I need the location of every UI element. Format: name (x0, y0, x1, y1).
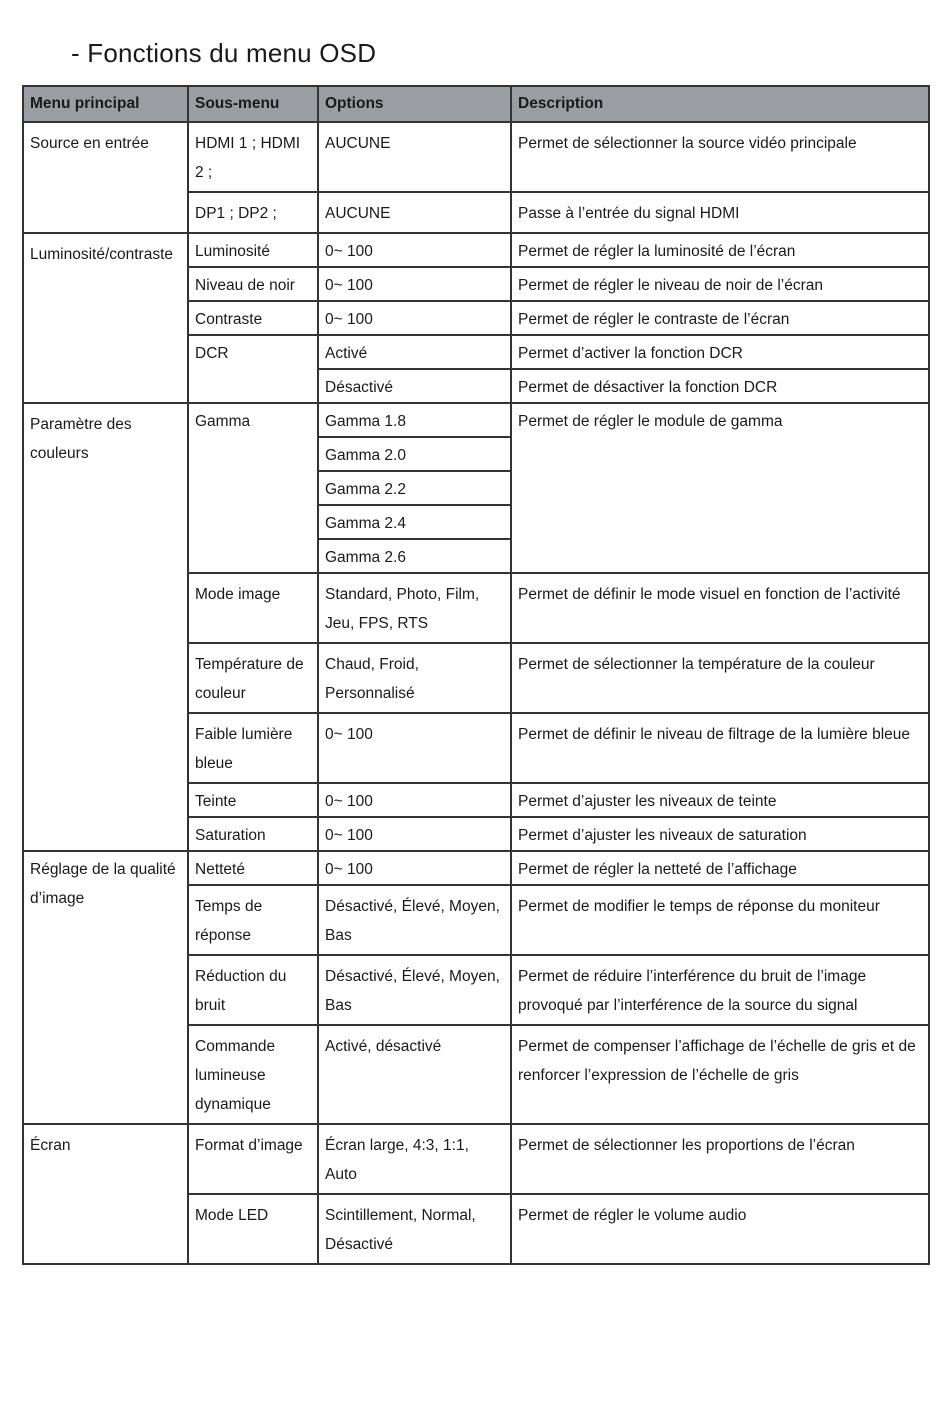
header-options: Options (318, 86, 511, 122)
options-cell: Gamma 2.0 (318, 437, 511, 471)
description-cell: Permet de régler le niveau de noir de l’écran (511, 267, 929, 301)
page-title: - Fonctions du menu OSD (71, 38, 377, 68)
description-cell: Permet de compenser l’affichage de l’échelle de gris et de renforcer l’expression de l’échelle de gris (511, 1025, 929, 1124)
options-cell: 0~ 100 (318, 301, 511, 335)
options-cell: Gamma 1.8 (318, 403, 511, 437)
options-cell: Activé, désactivé (318, 1025, 511, 1124)
header-sous-menu: Sous-menu (188, 86, 318, 122)
description-cell: Permet de régler le volume audio (511, 1194, 929, 1264)
main-menu-cell: Luminosité/contraste (23, 233, 188, 403)
description-cell: Permet de sélectionner la source vidéo principale (511, 122, 929, 192)
submenu-cell: DP1 ; DP2 ; (188, 192, 318, 233)
description-cell: Permet de définir le mode visuel en fonction de l’activité (511, 573, 929, 643)
options-cell: 0~ 100 (318, 851, 511, 885)
description-cell: Permet d’ajuster les niveaux de teinte (511, 783, 929, 817)
table-row (23, 1124, 929, 1194)
header-description: Description (511, 86, 929, 122)
description-cell: Permet de régler la luminosité de l’écran (511, 233, 929, 267)
table-row (23, 851, 929, 885)
options-cell: Écran large, 4:3, 1:1, Auto (318, 1124, 511, 1194)
header-menu-principal: Menu principal (23, 86, 188, 122)
options-cell: AUCUNE (318, 192, 511, 233)
options-cell: Scintillement, Normal, Désactivé (318, 1194, 511, 1264)
table-row (23, 403, 929, 437)
options-cell: Standard, Photo, Film, Jeu, FPS, RTS (318, 573, 511, 643)
description-cell: Permet de définir le niveau de filtrage de la lumière bleue (511, 713, 929, 783)
main-menu-cell: Paramètre des couleurs (23, 403, 188, 851)
options-cell: Gamma 2.2 (318, 471, 511, 505)
options-cell: 0~ 100 (318, 233, 511, 267)
options-cell: Désactivé (318, 369, 511, 403)
description-cell: Permet de sélectionner la température de la couleur (511, 643, 929, 713)
options-cell: Activé (318, 335, 511, 369)
submenu-cell: Teinte (188, 783, 318, 817)
submenu-cell: Gamma (188, 403, 318, 573)
description-cell: Permet de réduire l’interférence du bruit de l’image provoqué par l’interférence de la source du signal (511, 955, 929, 1025)
description-cell: Permet de régler le module de gamma (511, 403, 929, 573)
submenu-cell: Réduction du bruit (188, 955, 318, 1025)
description-cell: Permet de régler le contraste de l’écran (511, 301, 929, 335)
description-cell: Permet de sélectionner les proportions de l’écran (511, 1124, 929, 1194)
submenu-cell: Format d’image (188, 1124, 318, 1194)
submenu-cell: Saturation (188, 817, 318, 851)
description-cell: Passe à l’entrée du signal HDMI (511, 192, 929, 233)
main-menu-cell: Écran (23, 1124, 188, 1264)
submenu-cell: Netteté (188, 851, 318, 885)
options-cell: 0~ 100 (318, 267, 511, 301)
description-cell: Permet d’ajuster les niveaux de saturation (511, 817, 929, 851)
table-body (23, 122, 929, 1264)
table-header-row (23, 86, 929, 122)
description-cell: Permet de désactiver la fonction DCR (511, 369, 929, 403)
options-cell: AUCUNE (318, 122, 511, 192)
options-cell: 0~ 100 (318, 783, 511, 817)
submenu-cell: Luminosité (188, 233, 318, 267)
options-cell: 0~ 100 (318, 817, 511, 851)
table-row (23, 122, 929, 192)
options-cell: Gamma 2.6 (318, 539, 511, 573)
submenu-cell: Commande lumineuse dynamique (188, 1025, 318, 1124)
submenu-cell: Mode LED (188, 1194, 318, 1264)
submenu-cell: Niveau de noir (188, 267, 318, 301)
description-cell: Permet de modifier le temps de réponse du moniteur (511, 885, 929, 955)
osd-functions-table (22, 85, 930, 1265)
submenu-cell: Contraste (188, 301, 318, 335)
submenu-cell: Faible lumière bleue (188, 713, 318, 783)
options-cell: Chaud, Froid, Personnalisé (318, 643, 511, 713)
options-cell: Désactivé, Élevé, Moyen, Bas (318, 955, 511, 1025)
submenu-cell: Temps de réponse (188, 885, 318, 955)
options-cell: Gamma 2.4 (318, 505, 511, 539)
options-cell: 0~ 100 (318, 713, 511, 783)
description-cell: Permet de régler la netteté de l’affichage (511, 851, 929, 885)
options-cell: Désactivé, Élevé, Moyen, Bas (318, 885, 511, 955)
submenu-cell: HDMI 1 ; HDMI 2 ; (188, 122, 318, 192)
main-menu-cell: Réglage de la qualité d’image (23, 851, 188, 1124)
submenu-cell: DCR (188, 335, 318, 403)
description-cell: Permet d’activer la fonction DCR (511, 335, 929, 369)
table-row (23, 233, 929, 267)
submenu-cell: Température de couleur (188, 643, 318, 713)
submenu-cell: Mode image (188, 573, 318, 643)
main-menu-cell: Source en entrée (23, 122, 188, 233)
